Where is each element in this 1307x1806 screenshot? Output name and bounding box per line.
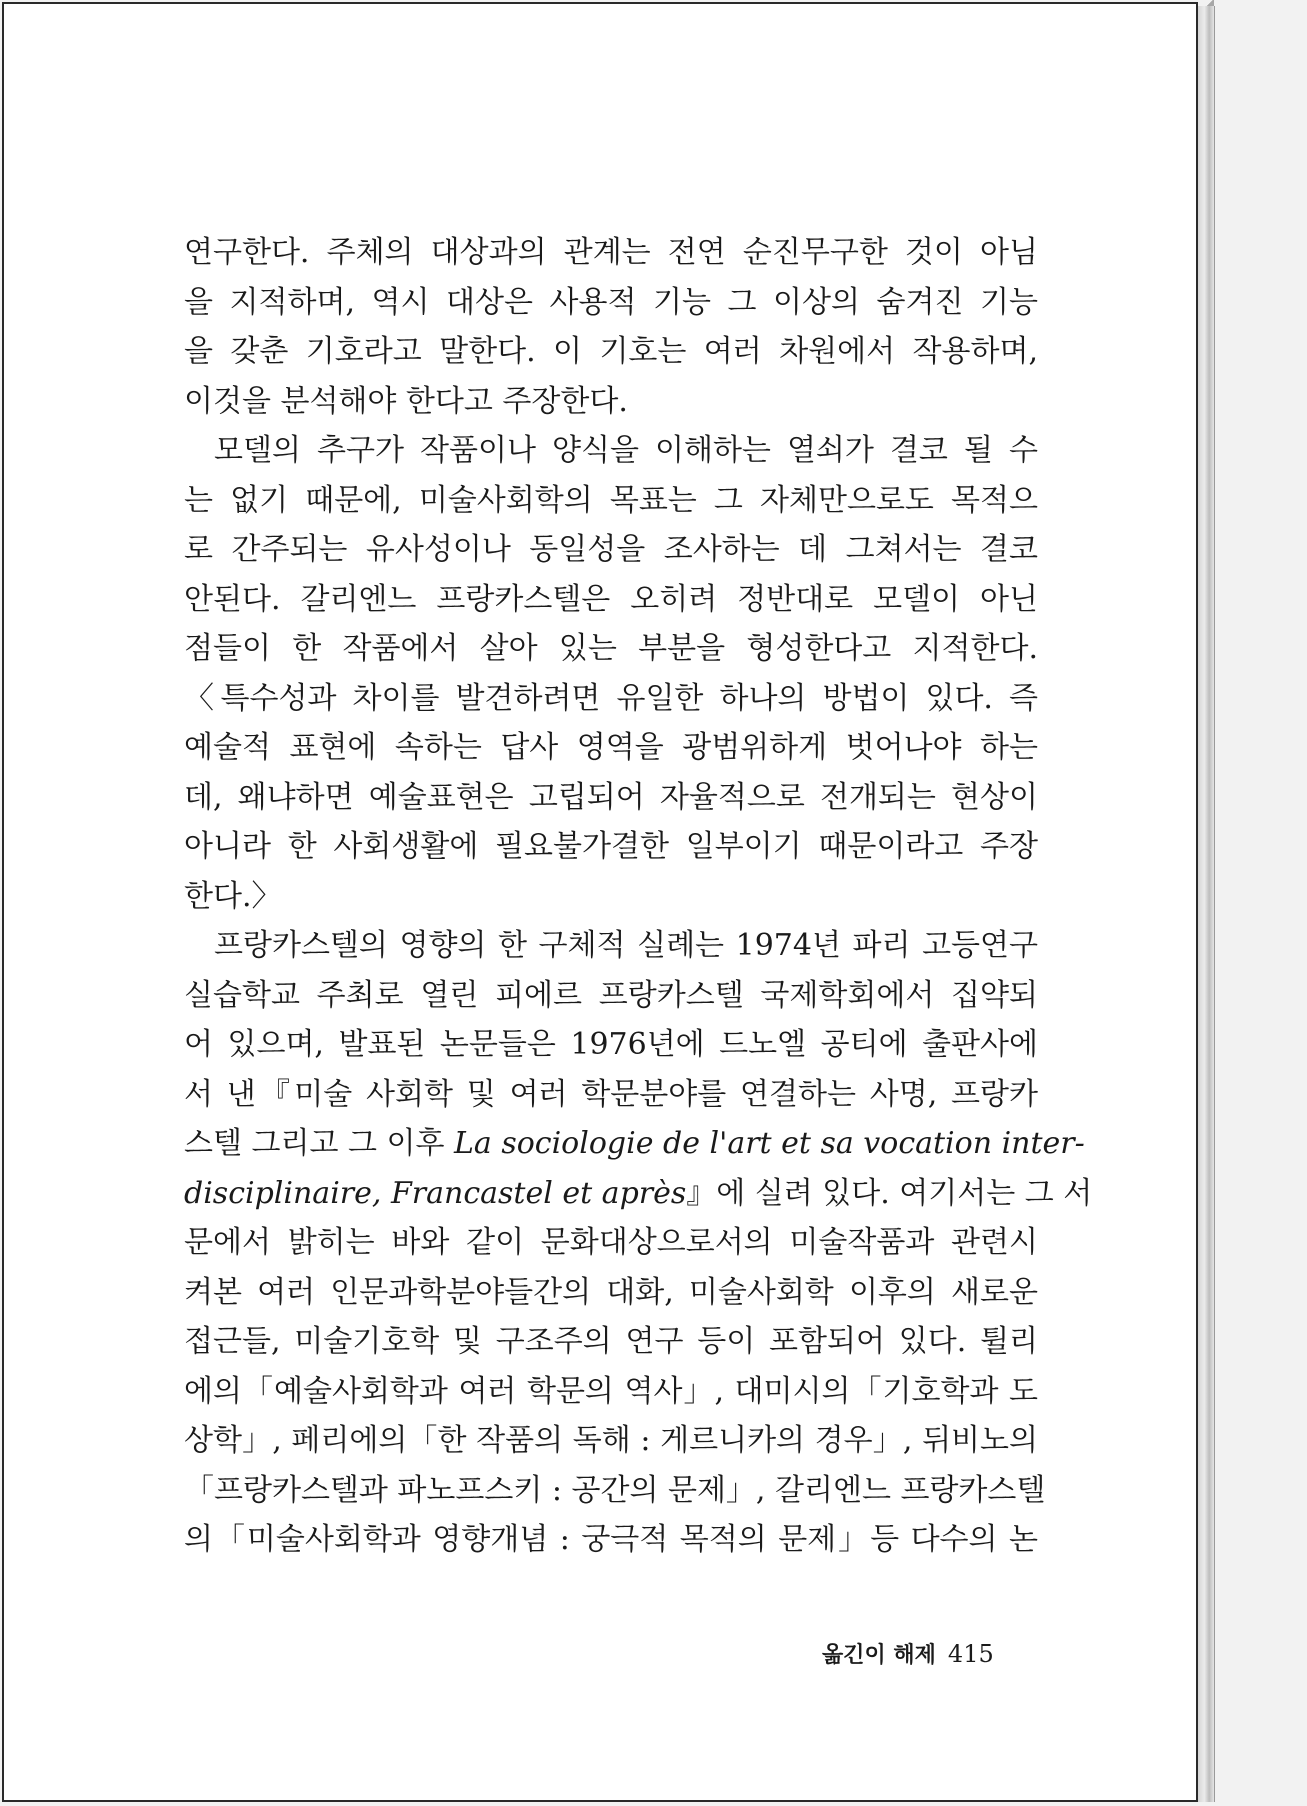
text-line: 실습학교 주최로 열린 피에르 프랑카스텔 국제학회에서 집약되 (184, 977, 1038, 1013)
text-line: 을 지적하며, 역시 대상은 사용적 기능 그 이상의 숨겨진 기능 (184, 284, 1038, 320)
text-line: 서 낸『미술 사회학 및 여러 학문분야를 연결하는 사명, 프랑카 (184, 1076, 1038, 1112)
text-line: 안된다. 갈리엔느 프랑카스텔은 오히려 정반대로 모델이 아닌 (184, 581, 1038, 617)
text-line: 로 간주되는 유사성이나 동일성을 조사하는 데 그쳐서는 결코 (184, 532, 1038, 567)
text-line: 문에서 밝히는 바와 같이 문화대상으로서의 미술작품과 관련시 (184, 1225, 1038, 1260)
text-line: 의「미술사회학과 영향개념 : 궁극적 목적의 문제」등 다수의 논 (184, 1522, 1038, 1557)
text-line: 연구한다. 주체의 대상과의 관계는 전연 순진무구한 것이 아님 (184, 235, 1038, 270)
running-head: 옮긴이 해제 (822, 1643, 936, 1668)
text-line: 상학」, 페리에의「한 작품의 독해 : 게르니카의 경우」, 뒤비노의 (184, 1423, 1038, 1458)
text-line: 이것을 분석해야 한다고 주장한다. (184, 383, 628, 419)
page-footer (822, 1638, 1022, 1669)
text-line: 접근들, 미술기호학 및 구조주의 연구 등이 포함되어 있다. 튈리 (184, 1324, 1038, 1359)
page-number: 415 (947, 1640, 994, 1668)
text-line-mixed (184, 1169, 1093, 1219)
text-line: 예술적 표현에 속하는 답사 영역을 광범위하게 벗어나야 하는 (184, 730, 1038, 765)
french-title-part: La sociologie de l'art et sa vocation inter- (453, 1126, 1085, 1161)
text-line: 데, 왜냐하면 예술표현은 고립되어 자율적으로 전개되는 현상이 (184, 779, 1038, 815)
line-text: 스텔 그리고 그 이후 (184, 1126, 454, 1161)
text-line: 「프랑카스텔과 파노프스키 : 공간의 문제」, 갈리엔느 프랑카스텔 (184, 1472, 1046, 1508)
text-line: 는 없기 때문에, 미술사회학의 목표는 그 자체만으로도 목적으 (184, 482, 1038, 518)
text-line: 을 갖춘 기호라고 말한다. 이 기호는 여러 차원에서 작용하며, (184, 334, 1038, 369)
french-title-part: disciplinaire, Francastel et après (184, 1175, 687, 1211)
text-line: 아니라 한 사회생활에 필요불가결한 일부이기 때문이라고 주장 (184, 829, 1038, 864)
text-line: 모델의 추구가 작품이나 양식을 이해하는 열쇠가 결코 될 수 (214, 433, 1038, 468)
line-text: 』에 실려 있다. 여기서는 그 서 (686, 1175, 1093, 1211)
text-line: 프랑카스텔의 영향의 한 구체적 실례는 1974년 파리 고등연구 (214, 928, 1038, 963)
text-line: 켜본 여러 인문과학분야들간의 대화, 미술사회학 이후의 새로운 (184, 1274, 1038, 1310)
text-line: 한다.〉 (184, 878, 282, 914)
text-line: 어 있으며, 발표된 논문들은 1976년에 드노엘 공티에 출판사에 (184, 1027, 1038, 1062)
text-line: 에의「예술사회학과 여러 학문의 역사」, 대미시의「기호학과 도 (184, 1373, 1038, 1409)
text-line-mixed (184, 1119, 1085, 1169)
text-line: 점들이 한 작품에서 살아 있는 부분을 형성한다고 지적한다. (184, 631, 1038, 666)
body-text (184, 228, 1093, 1565)
text-line: 〈특수성과 차이를 발견하려면 유일한 하나의 방법이 있다. 즉 (184, 680, 1038, 716)
page-stack-edge (1198, 6, 1215, 1802)
